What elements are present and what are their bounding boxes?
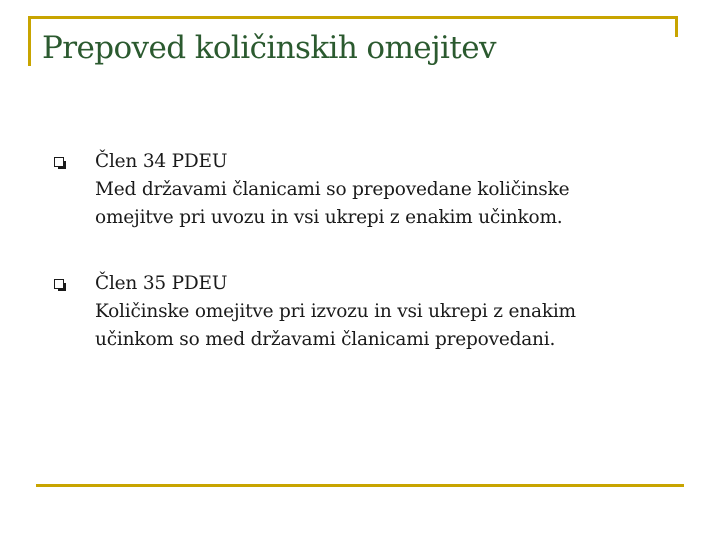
bullet-item-clen-34 [54, 148, 694, 232]
frame-left-border [28, 16, 31, 66]
bullet-text [95, 148, 569, 232]
slide-title: Prepoved količinskih omejitev [42, 30, 496, 66]
bullet-line: Med državami članicami so prepovedane količinske [95, 179, 570, 200]
frame-right-border [675, 16, 678, 37]
bullet-line: omejitve pri uvozu in vsi ukrepi z enakim učinkom. [95, 207, 563, 228]
bullet-line: Količinske omejitve pri izvozu in vsi ukrepi z enakim [95, 301, 576, 322]
bullet-list [54, 148, 694, 392]
bullet-item-clen-35 [54, 270, 694, 354]
hollow-square-bullet-icon [54, 157, 64, 167]
bullet-line: učinkom so med državami članicami prepovedani. [95, 329, 556, 350]
hollow-square-bullet-icon [54, 279, 64, 289]
bullet-heading: Člen 35 PDEU [95, 273, 228, 294]
frame-bottom-border [36, 484, 684, 487]
bullet-text [95, 270, 576, 354]
bullet-heading: Člen 34 PDEU [95, 151, 228, 172]
frame-top-border [28, 16, 678, 19]
